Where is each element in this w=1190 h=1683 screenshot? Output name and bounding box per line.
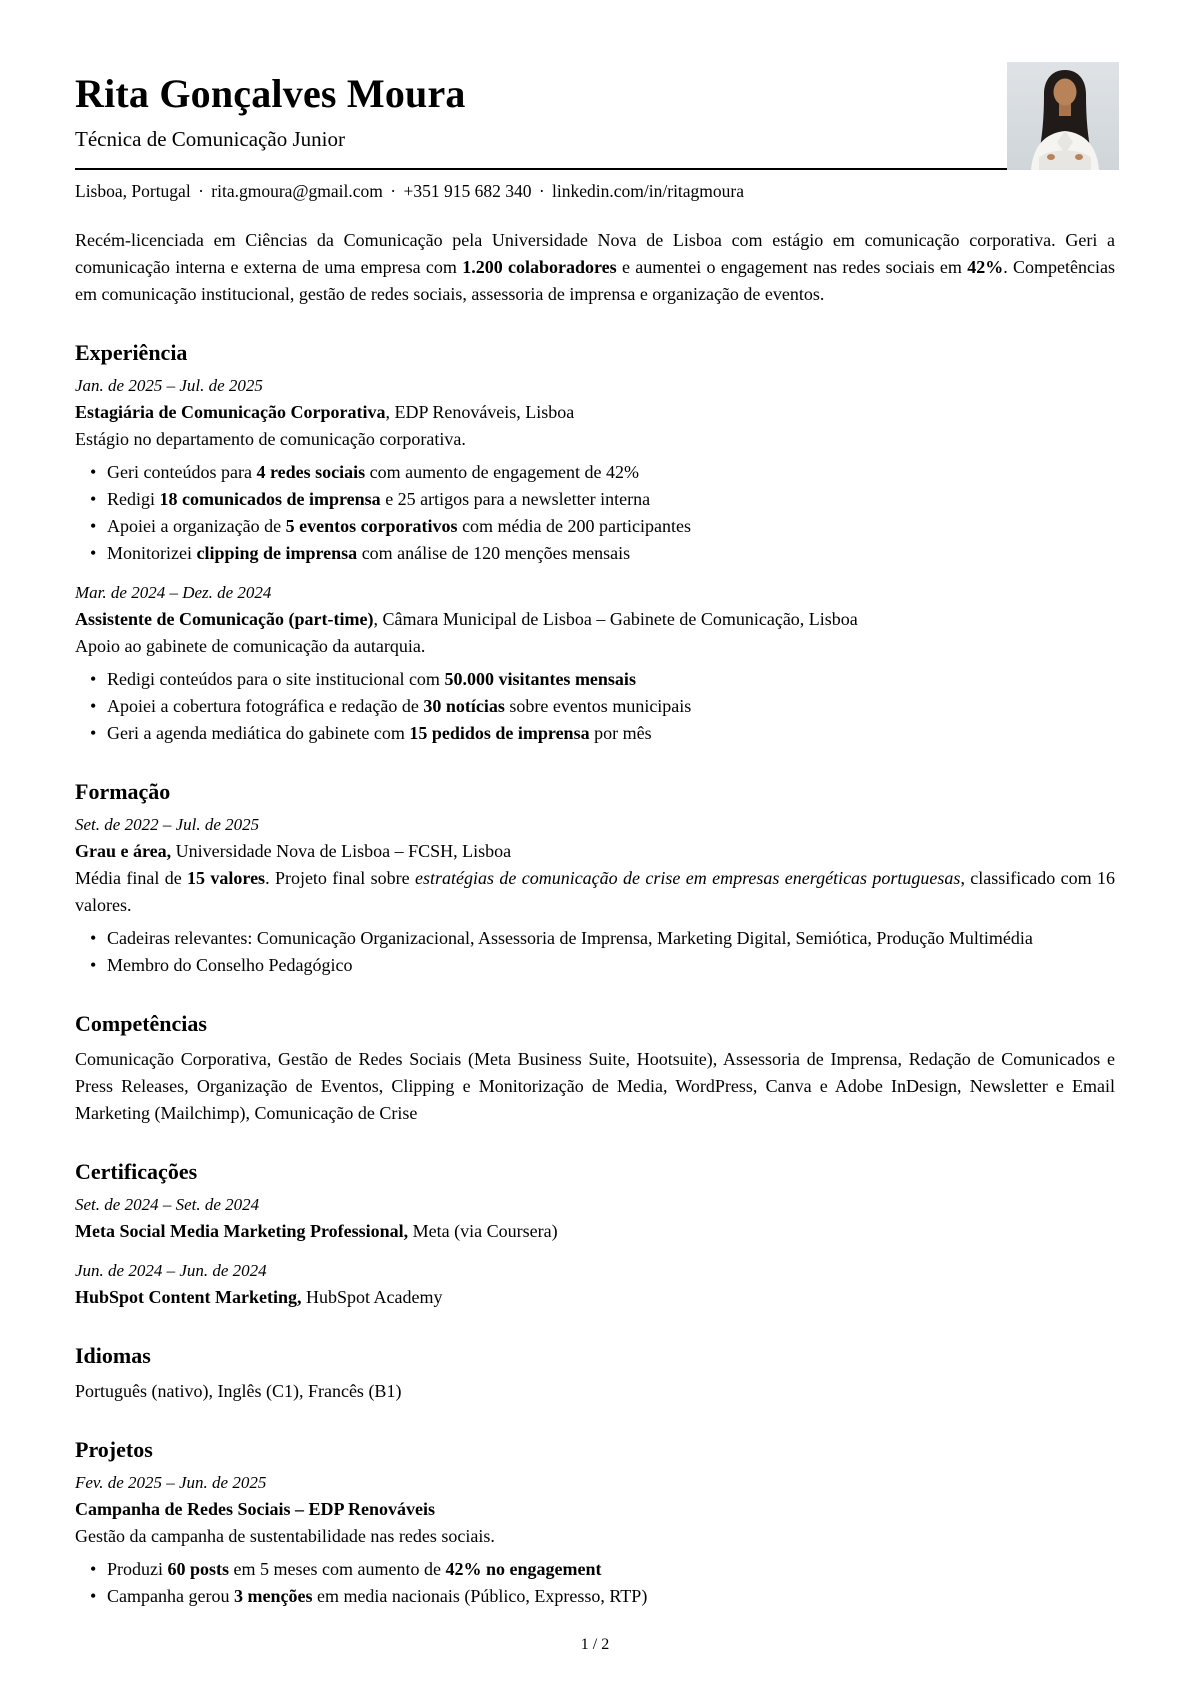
bullet-text [107, 1559, 601, 1579]
entry-title [75, 838, 1115, 865]
bullet-marker: • [90, 462, 97, 482]
entry [75, 1258, 1115, 1311]
bullet-marker: • [90, 1559, 97, 1579]
profile-photo [1007, 62, 1119, 170]
text-segment: com média de 200 participantes [457, 516, 691, 536]
bullet-marker: • [90, 928, 97, 948]
entry-title [75, 606, 1115, 633]
entry [75, 1192, 1115, 1245]
bullet-text [107, 462, 639, 482]
section-certificacoes [75, 1157, 1115, 1311]
entry [75, 1470, 1115, 1610]
text-segment: , Câmara Municipal de Lisboa – Gabinete de Comunicação, Lisboa [373, 609, 858, 629]
text-segment: clipping de imprensa [196, 543, 358, 563]
bullet-marker: • [90, 1586, 97, 1606]
bullet-text [107, 696, 691, 716]
bullet-item [90, 720, 1115, 747]
contact-line [75, 178, 1115, 205]
text-segment: , EDP Renováveis, Lisboa [385, 402, 575, 422]
entry-date: Fev. de 2025 – Jun. de 2025 [75, 1473, 267, 1492]
section-heading: Projetos [75, 1437, 153, 1462]
contact-separator: · [193, 181, 209, 201]
section-idiomas [75, 1341, 1115, 1405]
bullet-list [90, 1556, 1115, 1610]
entry [75, 580, 1115, 747]
text-segment: 5 eventos corporativos [285, 516, 458, 536]
bullet-text [107, 955, 352, 975]
section-heading: Certificações [75, 1159, 198, 1184]
text-segment: Geri conteúdos para [107, 462, 257, 482]
contact-item: Lisboa, Portugal [75, 181, 191, 201]
text-segment: Redigi conteúdos para o site institucional com [107, 669, 445, 689]
bullet-item [90, 693, 1115, 720]
text-segment: Universidade Nova de Lisboa – FCSH, Lisboa [171, 841, 512, 861]
section-formacao [75, 777, 1115, 979]
bullet-item [90, 1583, 1115, 1610]
resume-body [75, 338, 1115, 1610]
text-segment: Redigi [107, 489, 160, 509]
photo-hand-left [1047, 154, 1055, 160]
text-segment: com análise de 120 menções mensais [357, 543, 631, 563]
text-segment: Recém-licenciada em Ciências da Comunicação pela Universidade Nova de Lisboa com estágio em comunicação corporativa. Geri a comunicação interna e externa de uma empresa com [75, 230, 1115, 277]
section-experiencia [75, 338, 1115, 747]
text-segment: Apoiei a organização de [107, 516, 286, 536]
bullet-text [107, 543, 630, 563]
header-divider [75, 168, 1115, 170]
bullet-list [90, 459, 1115, 567]
bullet-list [90, 666, 1115, 747]
bullet-text [107, 669, 636, 689]
contact-separator: · [385, 181, 401, 201]
text-segment: 42% [967, 257, 1004, 277]
entry-date: Jun. de 2024 – Jun. de 2024 [75, 1261, 267, 1280]
text-segment: 4 redes sociais [256, 462, 366, 482]
entry-date: Mar. de 2024 – Dez. de 2024 [75, 583, 272, 602]
bullet-marker: • [90, 489, 97, 509]
text-segment: 15 valores [187, 868, 266, 888]
page-number: 1 / 2 [580, 1636, 610, 1653]
bullet-item [90, 666, 1115, 693]
text-segment: Comunicação Corporativa, Gestão de Redes Sociais (Meta Business Suite, Hootsuite), Assessoria de Imprensa, Redação de Comunicados e Press Releases, Organização de Eventos, Clipping e Monitorização de Media, WordPress, Canva e Adobe InDesign, Newsletter e Email Marketing (Mailchimp), Comunicação de Crise [75, 1049, 1115, 1123]
bullet-item [90, 486, 1115, 513]
section-heading: Formação [75, 779, 171, 804]
bullet-text [107, 928, 1033, 948]
section-paragraph [75, 1378, 1115, 1405]
bullet-item [90, 925, 1115, 952]
text-segment: Assistente de Comunicação (part-time) [75, 609, 374, 629]
text-segment: Grau e área, [75, 841, 172, 861]
text-segment: Membro do Conselho Pedagógico [107, 955, 353, 975]
text-segment: Produzi [107, 1559, 168, 1579]
contact-item: +351 915 682 340 [403, 181, 532, 201]
bullet-item [90, 540, 1115, 567]
photo-crossed-arms [1039, 151, 1091, 171]
bullet-item [90, 459, 1115, 486]
photo-hand-right [1075, 154, 1083, 160]
text-segment: e aumentei o engagement nas redes sociais em [616, 257, 968, 277]
text-segment: Apoio ao gabinete de comunicação da autarquia. [75, 636, 426, 656]
resume-header [75, 70, 1115, 205]
text-segment: 50.000 visitantes mensais [444, 669, 636, 689]
person-name: Rita Gonçalves Moura [75, 71, 466, 116]
entry-description [75, 865, 1115, 919]
text-segment: Geri a agenda mediática do gabinete com [107, 723, 410, 743]
bullet-item [90, 1556, 1115, 1583]
text-segment: Média final de [75, 868, 188, 888]
text-segment: Estagiária de Comunicação Corporativa [75, 402, 386, 422]
bullet-marker: • [90, 543, 97, 563]
text-segment: Português (nativo), Inglês (C1), Francês (B1) [75, 1381, 402, 1401]
text-segment: estratégias de comunicação de crise em empresas energéticas portuguesas [415, 868, 961, 888]
text-segment: Monitorizei [107, 543, 197, 563]
text-segment: e 25 artigos para a newsletter interna [380, 489, 651, 509]
entry-description [75, 633, 1115, 660]
bullet-text [107, 516, 691, 536]
text-segment: 15 pedidos de imprensa [409, 723, 590, 743]
text-segment: Gestão da campanha de sustentabilidade nas redes sociais. [75, 1526, 495, 1546]
bullet-marker: • [90, 696, 97, 716]
bullet-text [107, 489, 650, 509]
bullet-marker: • [90, 516, 97, 536]
text-segment: Meta Social Media Marketing Professional, [75, 1221, 409, 1241]
entry-date: Jan. de 2025 – Jul. de 2025 [75, 376, 263, 395]
text-segment: HubSpot Content Marketing, [75, 1287, 302, 1307]
section-heading: Competências [75, 1011, 207, 1036]
entry-title [75, 1496, 1115, 1523]
entry-description [75, 426, 1115, 453]
entry-title [75, 1284, 1115, 1311]
text-segment: 3 menções [233, 1586, 313, 1606]
section-heading: Experiência [75, 340, 188, 365]
entry-title [75, 399, 1115, 426]
text-segment: . Competências em comunicação institucional, gestão de redes sociais, assessoria de imprensa e organização de eventos. [75, 257, 1116, 304]
text-segment: Apoiei a cobertura fotográfica e redação de [107, 696, 424, 716]
text-segment: Cadeiras relevantes: Comunicação Organizacional, Assessoria de Imprensa, Marketing Digital, Semiótica, Produção Multimédia [107, 928, 1033, 948]
text-segment: por mês [589, 723, 652, 743]
text-segment: 1.200 colaboradores [462, 257, 617, 277]
text-segment: Estágio no departamento de comunicação corporativa. [75, 429, 466, 449]
text-segment: Campanha gerou [107, 1586, 234, 1606]
section-projetos [75, 1435, 1115, 1610]
entry-title [75, 1218, 1115, 1245]
contact-item: rita.gmoura@gmail.com [211, 181, 383, 201]
contact-separator: · [534, 181, 550, 201]
text-segment: HubSpot Academy [301, 1287, 443, 1307]
entry [75, 812, 1115, 979]
text-segment: em 5 meses com aumento de [229, 1559, 446, 1579]
bullet-text [107, 1586, 647, 1606]
bullet-item [90, 952, 1115, 979]
text-segment: Campanha de Redes Sociais – EDP Renováveis [75, 1499, 436, 1519]
contact-item: linkedin.com/in/ritagmoura [552, 181, 745, 201]
text-segment: . Projeto final sobre [265, 868, 415, 888]
text-segment: 42% no engagement [445, 1559, 602, 1579]
entry-description [75, 1523, 1115, 1550]
text-segment: 30 notícias [423, 696, 505, 716]
text-segment: Meta (via Coursera) [408, 1221, 558, 1241]
section-paragraph [75, 1046, 1115, 1127]
entry-date: Set. de 2022 – Jul. de 2025 [75, 815, 260, 834]
text-segment: em media nacionais (Público, Expresso, RTP) [312, 1586, 648, 1606]
section-heading: Idiomas [75, 1343, 151, 1368]
text-segment: 18 comunicados de imprensa [159, 489, 381, 509]
bullet-item [90, 513, 1115, 540]
text-segment: 60 posts [167, 1559, 230, 1579]
text-segment: sobre eventos municipais [504, 696, 692, 716]
text-segment: com aumento de engagement de 42% [365, 462, 640, 482]
bullet-marker: • [90, 955, 97, 975]
person-job-title: Técnica de Comunicação Junior [75, 127, 345, 151]
bullet-marker: • [90, 669, 97, 689]
section-competencias [75, 1009, 1115, 1127]
photo-face [1054, 79, 1077, 106]
entry [75, 373, 1115, 567]
bullet-text [107, 723, 652, 743]
entry-date: Set. de 2024 – Set. de 2024 [75, 1195, 260, 1214]
text-segment: , classificado com 16 valores. [75, 868, 1115, 915]
summary-text [75, 227, 1115, 308]
bullet-marker: • [90, 723, 97, 743]
bullet-list [90, 925, 1115, 979]
